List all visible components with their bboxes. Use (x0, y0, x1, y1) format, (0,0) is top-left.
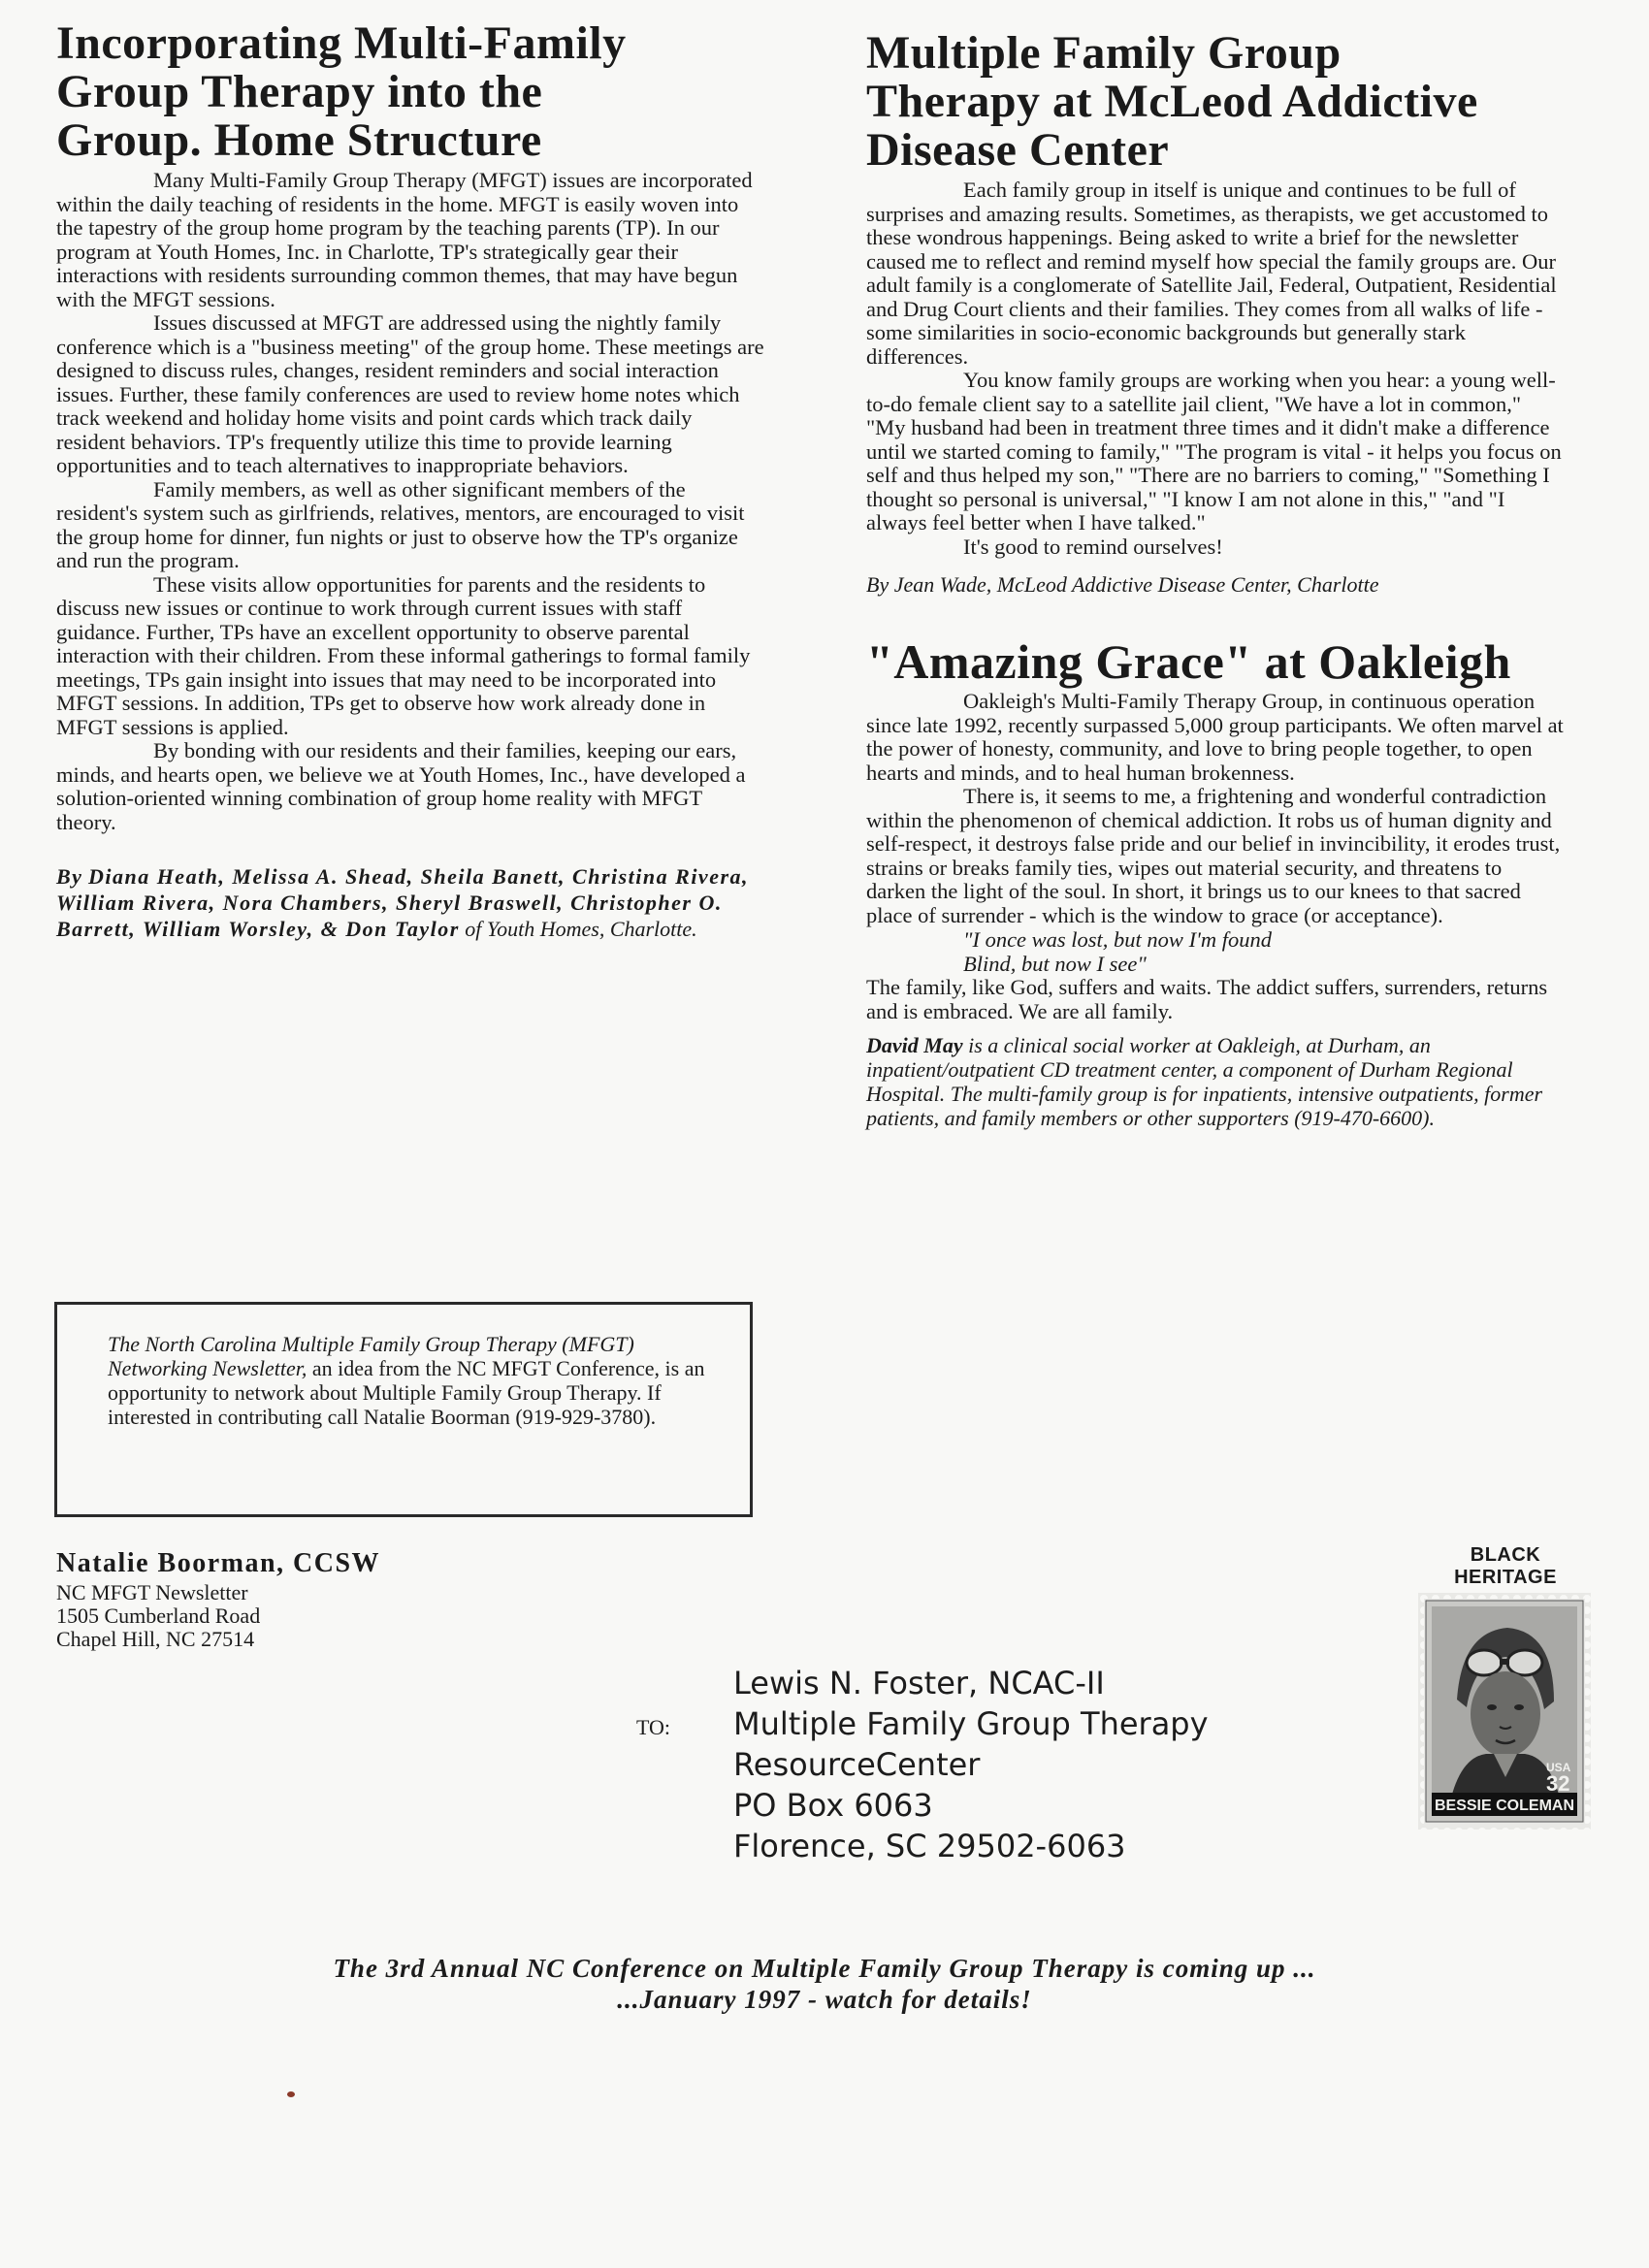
sender-line: NC MFGT Newsletter (56, 1580, 248, 1604)
info-box-text: an idea from the NC MFGT Conference, is an opportunity to network about Multiple Family Group Therapy. If interested in contributing call Natalie Boorman (919-929-3780). (108, 1356, 705, 1429)
author-name: David May (866, 1033, 963, 1057)
stamp-name: BESSIE COLEMAN (1434, 1798, 1575, 1814)
right-article-title (866, 29, 1565, 175)
title-line: Multiple Family Group (866, 27, 1342, 79)
right-article-byline: By Jean Wade, McLeod Addictive Disease Center, Charlotte (866, 572, 1379, 597)
grace-article (866, 634, 1565, 1130)
title-line: Group. Home Structure (56, 114, 542, 166)
conference-announcement (146, 1953, 1504, 2015)
stamp-series-label: BLACK HERITAGE (1454, 1544, 1557, 1588)
paragraph: Oakleigh's Multi-Family Therapy Group, in continuous operation since late 1992, recently surpassed 5,000 group participants. We often marvel at the power of honesty, community, and love to bring people together, to open hearts and minds, and to heal human brokenness. (866, 689, 1564, 785)
left-article-title (56, 19, 764, 165)
paragraph: Many Multi-Family Group Therapy (MFGT) issues are incorporated within the daily teaching of residents in the home. MFGT is easily woven into the tapestry of the group home program by the teaching parents (TP). In our program at Youth Homes, Inc. in Charlotte, TP's strategically gear their interactions with residents surrounding common themes, that may have begun with the MFGT sessions. (56, 168, 753, 311)
stamp-portrait-icon (1418, 1593, 1591, 1830)
address-line: Florence, SC 29502-6063 (733, 1828, 1126, 1864)
poem-line: "I once was lost, but now I'm found (963, 927, 1272, 952)
paragraph: Family members, as well as other significant members of the resident's system such as girlfriends, relatives, mentors, are encouraged to visit the group home for dinner, fun nights or just to observe how the TP's organize and run the program. (56, 476, 745, 572)
grace-author-note (866, 1033, 1565, 1130)
paragraph: The family, like God, suffers and waits. The addict suffers, surrenders, returns and is embraced. We are all family. (866, 975, 1548, 1023)
title-line: Therapy at McLeod Addictive (866, 76, 1478, 127)
paragraph: There is, it seems to me, a frightening and wonderful contradiction within the phenomenon of chemical addiction. It robs us of human dignity and self-respect, it destroys false pride and our belief in invincibility, it erodes trust, strains or breaks family ties, wipes out material security, and threatens to darken the light of the soul. In short, it brings us to our knees to that sacred place of surrender - which is the window to grace (or acceptance). (866, 784, 1561, 927)
grace-article-body (866, 690, 1565, 927)
return-address (56, 1548, 381, 1651)
left-article-byline (56, 863, 764, 942)
footer-line: The 3rd Annual NC Conference on Multiple Family Group Therapy is coming up ... (333, 1954, 1316, 1983)
postage-stamp (1418, 1544, 1593, 1830)
grace-article-title: "Amazing Grace" at Oakleigh (866, 634, 1511, 689)
paragraph: Each family group in itself is unique and continues to be full of surprises and amazing results. Sometimes, as therapists, we get accustomed to these wondrous happenings. Being asked to write a brief for the newsletter caused me to reflect and remind myself how special the family groups are. Our adult family is a conglomerate of Satellite Jail, Federal, Outpatient, Residential and Drug Court clients and their families. They comes from all walks of life - some similarities in socio-economic backgrounds but generally stark differences. (866, 178, 1557, 369)
right-article-body (866, 178, 1565, 559)
address-line: Multiple Family Group Therapy (733, 1705, 1209, 1742)
paragraph: Issues discussed at MFGT are addressed using the nightly family conference which is a "business meeting" of the group home. These meetings are designed to discuss rules, changes, resident reminders and social interaction issues. Further, these family conferences are used to review home notes which track weekend and holiday home visits and point cards which track daily resident behaviors. TP's frequently utilize this time to provide learning opportunities and to teach alternatives to inappropriate behaviors. (56, 310, 764, 477)
author-description: is a clinical social worker at Oakleigh, at Durham, an inpatient/outpatient CD treatment center, a component of Durham Regional Hospital. The multi-family group is for inpatients, intensive outpatients, former patients, and family members or other supporters (919-470-6600). (866, 1033, 1543, 1130)
paragraph: It's good to remind ourselves! (963, 534, 1223, 559)
right-column (866, 29, 1565, 1130)
paragraph: By bonding with our residents and their families, keeping our ears, minds, and hearts open, we believe we at Youth Homes, Inc., have developed a solution-oriented winning combination of group home reality with MFGT theory. (56, 738, 746, 834)
title-line: Group Therapy into the (56, 66, 543, 117)
paragraph: You know family groups are working when you hear: a young well-to-do female client say to a satellite jail client, "We have a lot in common," "My husband had been in treatment three times and it didn't make a difference until we started coming to family," "The program is vital - it helps you focus on self and thus helped my son," "There are no barriers to coming," "Something I thought so personal is universal," "I know I am not alone in this," "and "I always feel better when I have talked." (866, 368, 1562, 535)
stamp-denomination: 32 (1546, 1771, 1570, 1796)
sender-name: Natalie Boorman, CCSW (56, 1548, 381, 1578)
poem-line: Blind, but now I see" (963, 952, 1147, 976)
byline-authors: Diana Heath, Melissa A. Shead, Sheila Banett, Christina Rivera, William Rivera, Nora Chambers, Sheryl Braswell, Christopher O. Barrett, William Worsley, & Don Taylor (56, 864, 750, 941)
grace-closing (866, 976, 1565, 1023)
to-label: TO: (636, 1715, 671, 1739)
info-box-newsletter-name: The North Carolina Multiple Family Group Therapy (MFGT) Networking Newsletter, (108, 1332, 634, 1380)
left-article (56, 19, 764, 942)
title-line: Incorporating Multi-Family (56, 17, 627, 69)
footer-line: ...January 1997 - watch for details! (617, 1985, 1032, 2014)
left-article-body (56, 169, 764, 834)
byline-organization: of Youth Homes, Charlotte. (465, 917, 697, 941)
address-line: ResourceCenter (733, 1746, 981, 1783)
byline-prefix: By (56, 864, 83, 889)
sender-line: 1505 Cumberland Road (56, 1604, 261, 1628)
newsletter-info-box (54, 1302, 753, 1517)
title-line: Disease Center (866, 124, 1170, 176)
mailing-address (733, 1663, 1209, 1866)
sender-line: Chapel Hill, NC 27514 (56, 1627, 255, 1651)
address-line: PO Box 6063 (733, 1787, 933, 1824)
poem-quote (866, 927, 1565, 976)
paragraph: These visits allow opportunities for parents and the residents to discuss new issues or continue to work through current issues with staff guidance. Further, TPs have an excellent opportunity to observe parental interaction with their children. From these informal gatherings to formal family meetings, TPs gain insight into issues that may need to be incorporated into MFGT sessions. In addition, TPs get to observe how work already done in MFGT sessions is applied. (56, 571, 751, 739)
address-line: Lewis N. Foster, NCAC-II (733, 1665, 1105, 1701)
ink-speck (287, 2091, 295, 2097)
stamp-country: USA (1546, 1761, 1571, 1774)
